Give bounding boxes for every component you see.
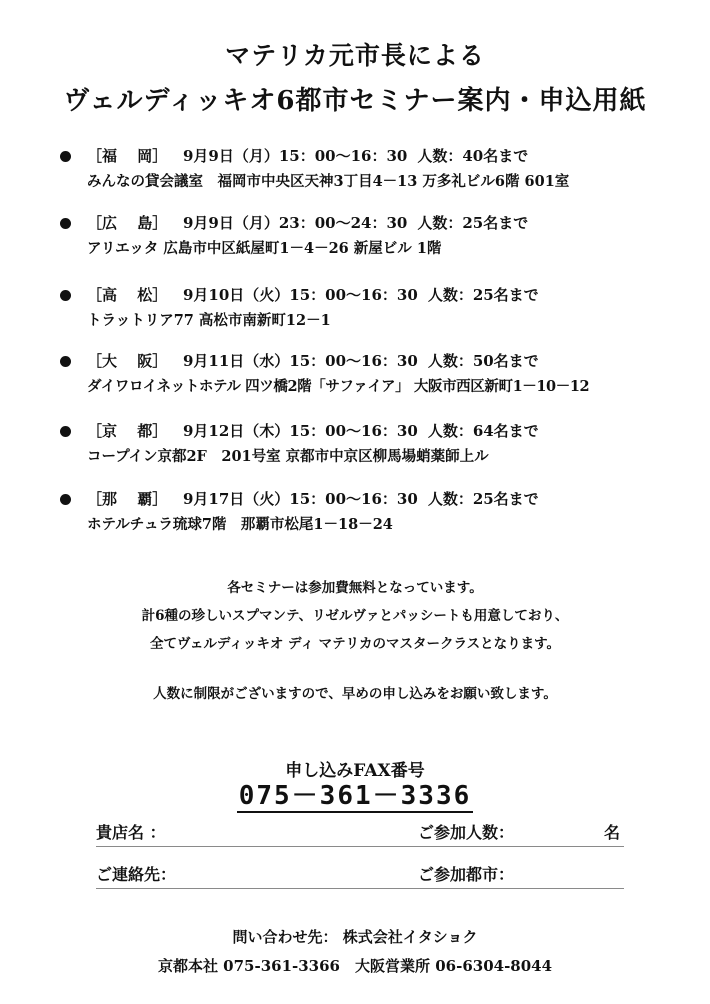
bullet-icon [60, 218, 71, 229]
form-row-contact [96, 858, 624, 889]
contact-field[interactable]: ご連絡先： [96, 865, 177, 884]
seminar-city: ［那 覇］ [87, 490, 168, 508]
seminar-schedule: 9月12日（木）15：00～16：30 [183, 422, 418, 440]
participants-field[interactable]: ご参加人数： [418, 823, 515, 842]
seminar-venue: ホテルチュラ琉球7階 那覇市松尾1－18－24 [87, 516, 393, 533]
form-row-shop [96, 816, 624, 847]
seminar-schedule: 9月11日（水）15：00～16：30 [183, 352, 418, 370]
seminar-naha [58, 486, 703, 538]
seminar-venue: みんなの貸会議室 福岡市中央区天神3丁目4－13 万多礼ビル6階 601室 [87, 173, 570, 190]
seminar-city: ［高 松］ [87, 286, 168, 304]
seminar-venue: トラットリア77 高松市南新町12－1 [87, 312, 331, 329]
fax-number-value: 075－361－3336 [238, 781, 472, 811]
bullet-icon [60, 356, 71, 367]
seminar-kyoto [58, 418, 703, 470]
shop-name-field[interactable]: 貴店名 ： [96, 823, 166, 842]
seminar-venue: コープイン京都2F 201号室 京都市中京区柳馬場蛸薬師上ル [87, 448, 489, 465]
seminar-venue: ダイワロイネットホテル 四ツ橋2階「サファイア」 大阪市西区新町1－10－12 [87, 378, 590, 395]
seminar-city: ［広 島］ [87, 214, 168, 232]
seminar-osaka [58, 348, 703, 400]
seminar-schedule: 9月17日（火）15：00～16：30 [183, 490, 418, 508]
page-subtitle: ヴェルディッキオ6都市セミナー案内・申込用紙 [63, 86, 647, 116]
seminar-schedule: 9月9日（月）23：00～24：30 [183, 214, 408, 232]
fax-label: 申し込みFAX番号 [285, 761, 425, 781]
seminar-city: ［福 岡］ [87, 147, 168, 165]
contact-company: 問い合わせ先： 株式会社イタショク [232, 928, 478, 946]
seminar-hiroshima [58, 210, 703, 262]
bullet-icon [60, 426, 71, 437]
seminar-capacity: 人数：25名まで [427, 490, 539, 508]
page-title: マテリカ元市長による [225, 41, 485, 70]
seminar-schedule: 9月9日（月）15：00～16：30 [183, 147, 408, 165]
bullet-icon [60, 151, 71, 162]
seminar-city: ［京 都］ [87, 422, 168, 440]
seminar-city: ［大 阪］ [87, 352, 168, 370]
participants-unit: 名 [603, 823, 620, 842]
seminar-capacity: 人数：40名まで [417, 147, 529, 165]
seminar-capacity: 人数：25名まで [427, 286, 539, 304]
bullet-icon [60, 290, 71, 301]
seminar-capacity: 人数：50名まで [427, 352, 539, 370]
contact-phones: 京都本社 075-361-3366 大阪営業所 06-6304-8044 [157, 957, 553, 975]
seminar-takamatsu [58, 282, 703, 334]
seminar-venue: アリエッタ 広島市中区紙屋町1－4－26 新屋ビル 1階 [87, 240, 442, 257]
seminar-schedule: 9月10日（火）15：00～16：30 [183, 286, 418, 304]
city-field[interactable]: ご参加都市： [418, 865, 515, 884]
notice-line: 計6種の珍しいスプマンテ、リゼルヴァとパッシートも用意しており、 [141, 608, 569, 624]
notice-line: 全てヴェルディッキオ ディ マテリカのマスタークラスとなります。 [149, 636, 561, 652]
fax-number [0, 781, 710, 813]
notice-line: 各セミナーは参加費無料となっています。 [227, 580, 483, 596]
notice-line: 人数に制限がございますので、早めの申し込みをお願い致します。 [153, 686, 557, 702]
seminar-capacity: 人数：25名まで [417, 214, 529, 232]
bullet-icon [60, 494, 71, 505]
seminar-capacity: 人数：64名まで [427, 422, 539, 440]
seminar-fukuoka [58, 143, 703, 195]
